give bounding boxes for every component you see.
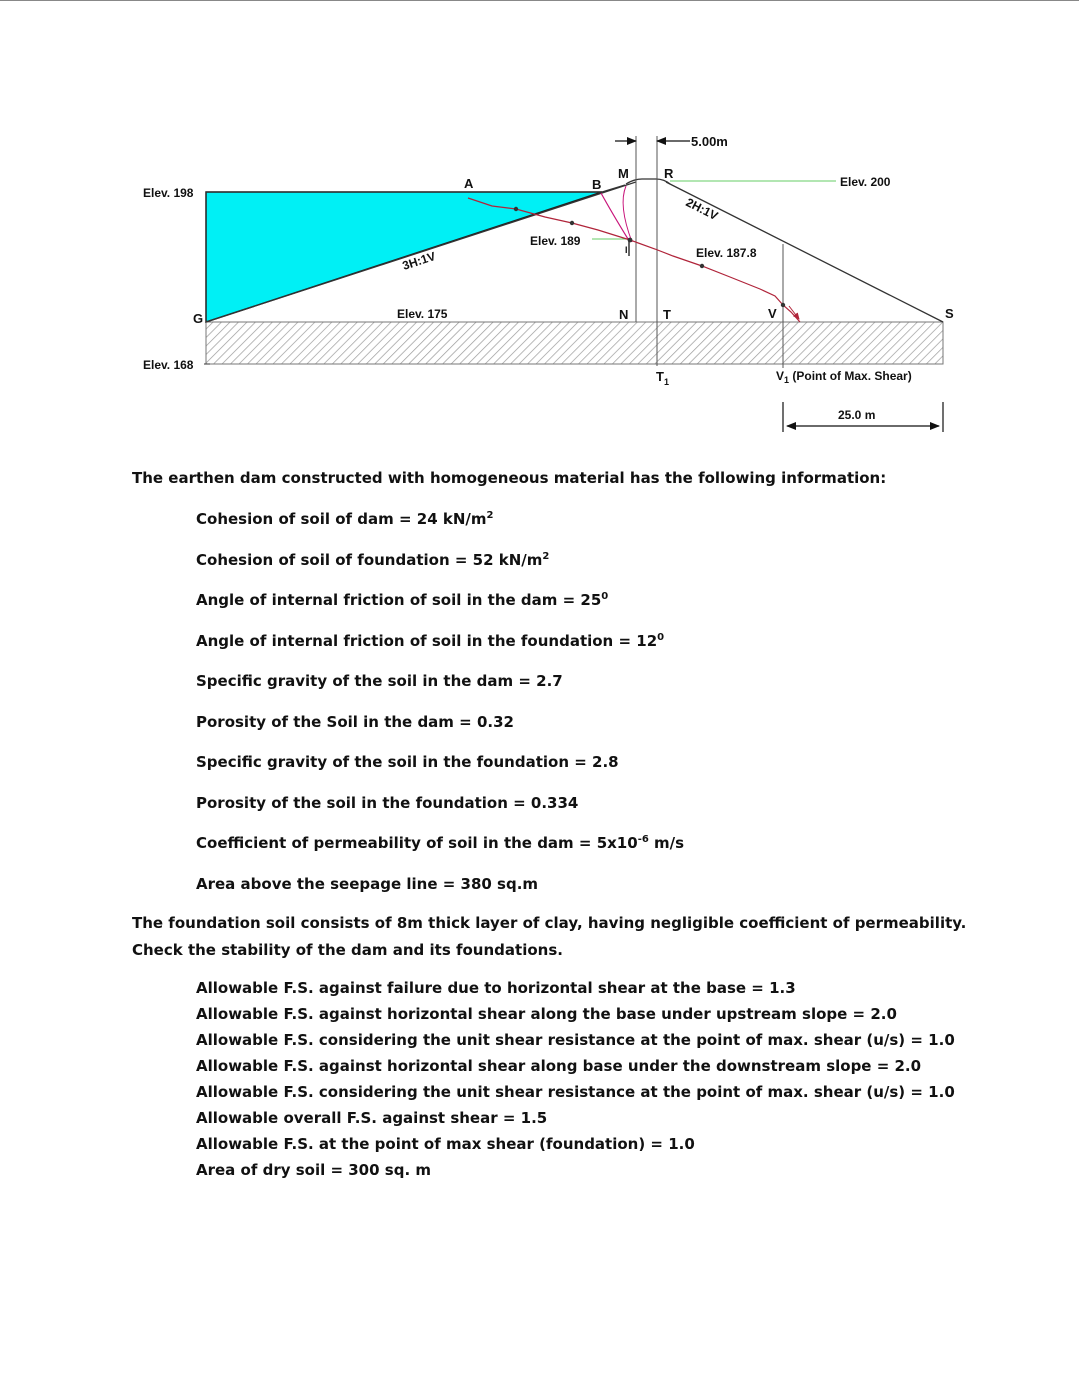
property-friction-foundation: Angle of internal friction of soil in the foundation = $12^0$	[196, 631, 665, 650]
point-V-label: V	[768, 306, 777, 321]
foundation-note-paragraph: The foundation soil consists of 8m thick layer of clay, having negligible coefficient of permeability. Check the stability of the dam and its foundations.	[132, 914, 967, 959]
point-G-label: G	[193, 311, 204, 326]
allowable-item: Allowable F.S. at the point of max shear (foundation) = 1.0	[196, 1135, 695, 1153]
point-V1-label: $V_1$ (Point of Max. Shear)	[776, 369, 912, 385]
point-N-label: N	[619, 307, 629, 322]
point-R-label: R	[664, 166, 674, 181]
elev-198-label: Elev. 198	[143, 186, 194, 200]
point-I-label: I	[625, 245, 628, 255]
point-T-label: T	[663, 307, 671, 322]
allowable-item: Area of dry soil = 300 sq. m	[196, 1161, 431, 1179]
crest-width-label: 5.00m	[691, 134, 728, 149]
upstream-slope-label: 3H:1V	[400, 249, 438, 273]
elev-168-label: Elev. 168	[143, 358, 194, 372]
point-M-label: M	[618, 166, 629, 181]
dim-25m-label: 25.0 m	[838, 408, 876, 422]
allowable-item: Allowable overall F.S. against shear = 1.5	[196, 1109, 548, 1127]
soil-properties-list	[196, 505, 956, 910]
seepage-exit-arrow	[789, 306, 799, 319]
point-B-label: B	[592, 177, 602, 192]
elev-187-8-label: Elev. 187.8	[696, 246, 757, 260]
upstream-face-line	[602, 185, 625, 192]
point-S-label: S	[945, 306, 954, 321]
downstream-slope-label: 2H:1V	[683, 195, 721, 224]
allowable-item: Allowable F.S. against horizontal shear along the base under upstream slope = 2.0	[196, 1005, 897, 1023]
property-porosity-foundation: Porosity of the soil in the foundation = 0.334	[196, 793, 579, 812]
allowable-item: Allowable F.S. considering the unit shear resistance at the point of max. shear (u/s) = 1.0	[196, 1083, 955, 1101]
elev-200-label: Elev. 200	[840, 175, 891, 189]
property-specific-gravity-foundation: Specific gravity of the soil in the foundation = 2.8	[196, 753, 619, 771]
allowable-factors-list	[196, 975, 996, 1183]
allowable-item: Allowable F.S. considering the unit shear resistance at the point of max. shear (u/s) = 1.0	[196, 1031, 955, 1049]
property-specific-gravity-dam: Specific gravity of the soil in the dam = 2.7	[196, 672, 563, 690]
property-permeability-dam: Coefficient of permeability of soil in the dam = $5x10^{-6}$ m/s	[196, 834, 685, 852]
property-cohesion-dam: Cohesion of soil of dam = 24 $kN/m^2$	[196, 510, 494, 528]
allowable-item: Allowable F.S. against failure due to horizontal shear at the base = 1.3	[196, 979, 796, 997]
dam-cross-section-diagram	[0, 0, 1079, 440]
property-area-above-seepage: Area above the seepage line = 380 sq.m	[196, 874, 539, 893]
intro-paragraph: The earthen dam constructed with homogeneous material has the following information:	[132, 469, 887, 487]
elev-189-label: Elev. 189	[530, 234, 581, 248]
property-porosity-dam: Porosity of the Soil in the dam = 0.32	[196, 712, 514, 731]
allowable-item: Allowable F.S. against horizontal shear along base under the downstream slope = 2.0	[196, 1057, 922, 1075]
foundation-clay-layer	[206, 322, 943, 364]
property-friction-dam: Angle of internal friction of soil in the dam = $25^0$	[196, 591, 609, 609]
point-T1-label: $T_1$	[656, 369, 669, 387]
property-cohesion-foundation: Cohesion of soil of foundation = 52 $kN/m^2$	[196, 550, 550, 569]
point-A-label: A	[464, 176, 474, 191]
elev-175-label: Elev. 175	[397, 307, 448, 321]
